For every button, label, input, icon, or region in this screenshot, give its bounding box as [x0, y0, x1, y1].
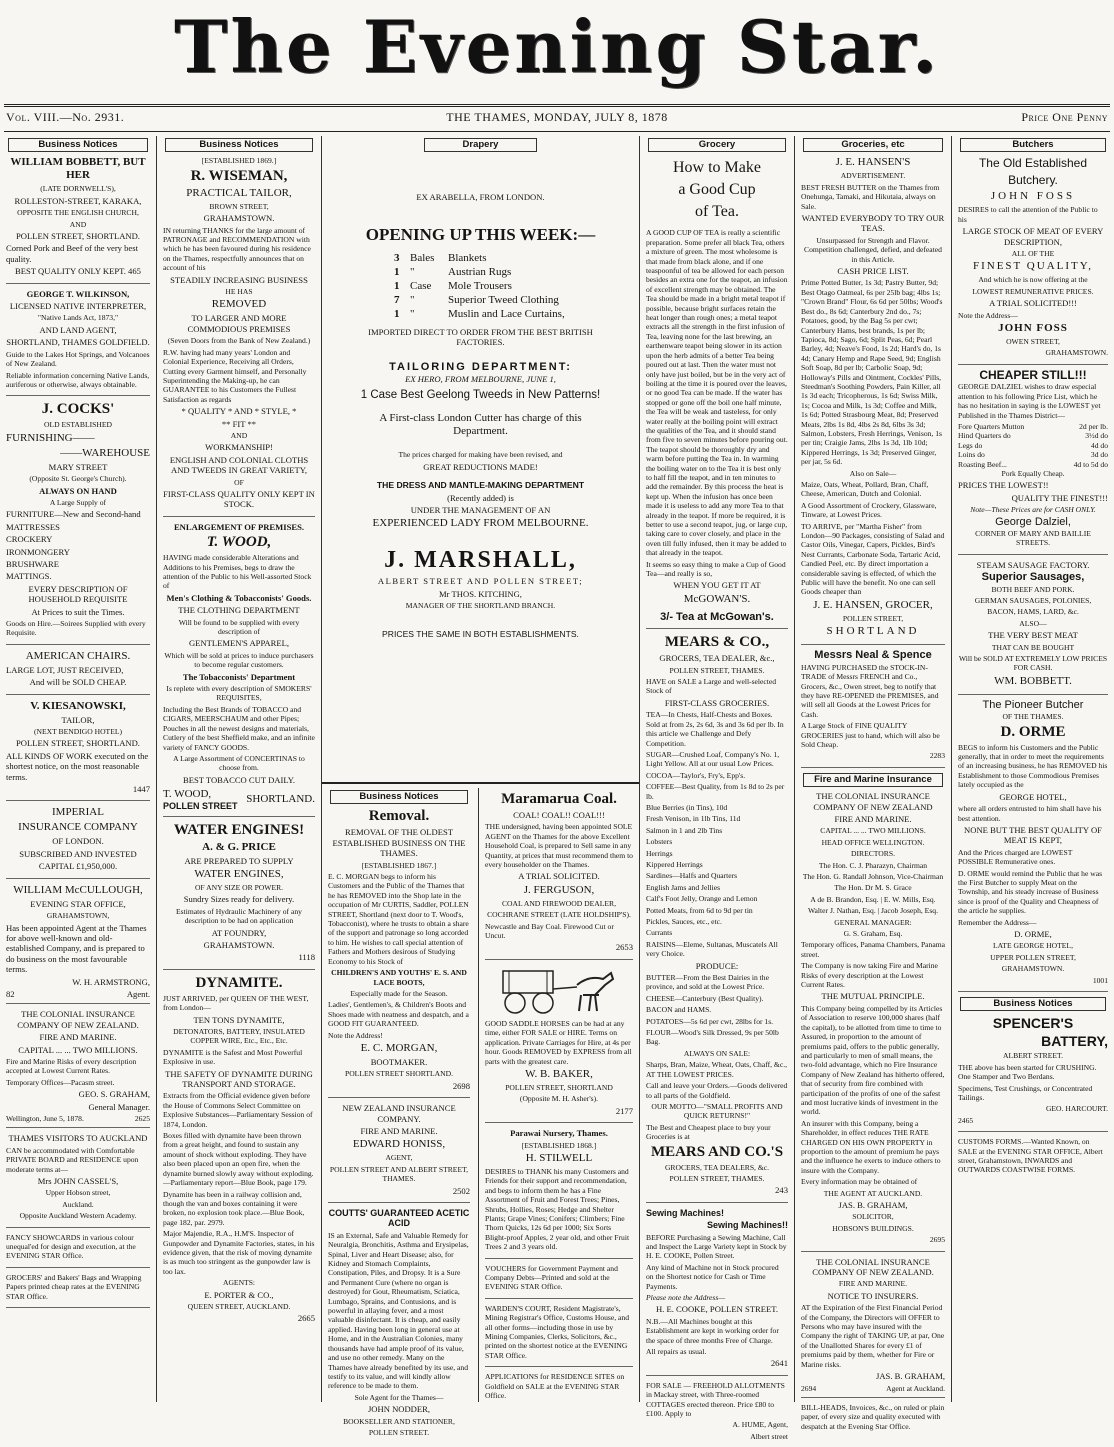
column-5: [797, 136, 949, 1431]
ad-morgan: Removal. REMOVAL OF THE OLDEST ESTABLISHED BUSINESS ON THE THAMES. [ESTABLISHED 1867.] E. C. MORGAN begs to inform his Customers and the Public of the Thames that he has REMOVED into the Shop late in the occupation of Mr CURTIS, Saddler, POLLEN STREET, Shortland (next door to T. Wood's, Tobacconist), where he trusts to obtain a share of the support and patronage so long accorded to him. He wishes to call special attention of Fathers and Mothers desirous of Studying Economy to his Stock of CHILDREN'S AND YOUTHS' E. S. AND LACE BOOTS, Especially made for the Season. Ladies', Gentlemen's, & Children's Boots and Shoes made with neatness and despatch, and a GOOD FIT GUARANTEED. Note the Address! E. C. MORGAN, BOOTMAKER. POLLEN STREET SHORTLAND. 2698: [328, 808, 470, 1098]
dress-dept: THE DRESS AND MANTLE-MAKING DEPARTMENT: [376, 480, 585, 491]
list-item: 1 " Muslin and Lace Curtains,: [394, 307, 565, 320]
section-header: Fire and Marine Insurance: [803, 773, 943, 787]
price-list: [958, 422, 1108, 478]
ad-orme: The Pioneer Butcher OF THE THAMES. D. ORME BEGS to inform his Customers and the Public generally, that in order to meet the requirements of an increasing business, he has REMOVED his Establishment to those Commodious Premises lately occupied as the GEORGE HOTEL, where all orders entrusted to him shall have his best attention. NONE BUT THE BEST QUALITY OF MEAT IS KEPT, And the Prices charged are LOWEST POSSIBLE Remunerative ones. D. ORME would remind the Public that he was the First Butcher to supply Meat on the Township, and his steady increase of Business since is proof of the Quality and Cheapness of the article he supplies. Remember the Address— D. ORME, LATE GEORGE HOTEL, UPPER POLLEN STREET, GRAHAMSTOWN. 1001: [958, 700, 1108, 992]
ad-maramarua-coal: Maramarua Coal. COAL! COAL!! COAL!!! THE undersigned, having been appointed SOLE AGENT on the Thames for the above Excellent Household Coal, is prepared to Sell same in any Quantity, at prices that must recommend them to every householder on the Thames. A TRIAL SOLICITED. J. FERGUSON, COAL AND FIREWOOD DEALER, COCHRANE STREET (LATE HOLDSHIP'S). Newcastle and Bay Coal. Firewood Cut or Uncut. 2653: [485, 791, 633, 960]
opening-heading: OPENING UP THIS WEEK:—: [365, 224, 596, 244]
manager: MANAGER OF THE SHORTLAND BRANCH.: [405, 601, 556, 611]
column-2: [159, 136, 319, 1402]
ad-spencer-battery: SPENCER'S BATTERY, ALBERT STREET. THE above has been started for CRUSHING. One Stamper and Two Berdans. Specimens, Test Crushings, or Concentrated Tailings. GEO. HARCOURT. 2465: [958, 1015, 1108, 1132]
section-header: Business Notices: [330, 790, 468, 804]
ad-mcgowan-tea: How to Make a Good Cup of Tea. A GOOD CUP OF TEA is really a scientific preparation. Some prefer all black Tea, others a mixture of green. The most wholesome is that made from black alone, and if one teaspoonful of tea be allowed for each person besides an extra one for the teapot, an infusion of excellent strength may be obtained. The Tea should be made in a bright metal teapot if possible, because bright surfaces retain the heat longer than rough ones; a metal teapot extracts all the strength in the first infusion of Tea, leaving none for the last brewing, an earthenware teapot being slower in its action upon the herb admits of a better Tea being poured out at last. Then the water must not only have just boiled, but be in the very act of boiling at the time it is poured over the leaves, or no good Tea can be made. If the water has stopped or gone off the boil one half minute, the Tea will be weak and tasteless, for only water really at the boiling point will extract the qualities of the Tea, and it should stand from five to seven minutes before pouring out. The teapot should be thoroughly dry and warm before putting the Tea in. In warming the boiling water on to the Tea it is best only to half fill the teapot, and in ten minutes to add the remainder. By this process the heat is kept up. When the infusion has once been made it is useless to add any more Tea to that already in the teapot. If more be required, it is better to use a second teapot, jug, or large cup, taking care to cover closely, and place in the oven till fully infused, then it may be added to that already in the teapot. It seems so easy thing to make a Cup of Good Tea—and really is so, WHEN YOU GET IT AT McGOWAN'S. 3/- Tea at McGowan's.: [646, 158, 788, 629]
ad-foss: The Old Established Butchery. JOHN FOSS DESIRES to call the attention of the Public to his LARGE STOCK OF MEAT OF EVERY DESCRIPTION, ALL OF THE FINEST QUALITY, And which he is now offering at the LOWEST REMUNERATIVE PRICES. A TRIAL SOLICITED!!! Note the Address— JOHN FOSS OWEN STREET, GRAHAMSTOWN.: [958, 156, 1108, 364]
list-item: Roasting Beef... 4d to 5d do: [958, 459, 1108, 469]
imported-note: IMPORTED DIRECT TO ORDER FROM THE BEST BRITISH FACTORIES.: [368, 326, 593, 348]
ad-vouchers: VOUCHERS for Government Payment and Company Debts—Printed and sold at the EVENING STAR Office.: [485, 1264, 633, 1299]
section-header: Grocery: [648, 138, 786, 152]
ad-billheads: BILL-HEADS, Invoices, &c., on ruled or plain paper, of every size and quality executed with despatch at the Evening Star Office.: [801, 1402, 945, 1431]
ad-wilkinson: GEORGE T. WILKINSON, LICENSED NATIVE INTERPRETER, "Native Lands Act, 1873," AND LAND AGENT, SHORTLAND, THAMES GOLDFIELD. Guide to the Lakes Hot Springs, and Volcanoes of New Zealand. Reliable information concerning Native Lands, auriferous or otherwise, always obtainable.: [6, 289, 150, 397]
masthead: [0, 0, 1114, 100]
management-line: UNDER THE MANAGEMENT OF AN: [410, 505, 551, 516]
section-header: Butchers: [960, 138, 1106, 152]
column-divider: [794, 136, 795, 1402]
column-3b: [481, 788, 637, 1402]
column-divider: [951, 136, 952, 1402]
ad-mccullough: WILLIAM McCULLOUGH, EVENING STAR OFFICE, GRAHAMSTOWN, Has been appointed Agent at the Thames for above well-known and old-established Company, and is prepared to do business on the most favourable terms. W. H. ARMSTRONG, 82 Agent.: [6, 884, 150, 1005]
ad-applications: APPLICATIONS for RESIDENCE SITES on Goldfield on SALE at the EVENING STAR Office.: [485, 1372, 625, 1401]
ad-coutts: COUTTS' GUARANTEED ACETIC ACID IS an External, Safe and Valuable Remedy for Neuralgia, Bronchitis, Asthma and Erysipelas, Spinal, Liver and Heart Disease; also, for Kidney and Stomach Complaints, Constipation, Piles, and Dropsy. It is a Sure and Permanent Cure (where no organ is destroyed) for Gout, Rheumatism, Sciatica, Lumbago, Sprains, and Contusions, and is powerful in allaying fever, and a most valuable disinfectant. It is cheap, and easily applied. Having been long in general use at Home, and in the Australian Colonies, many thousands have had ample proof of its value, and use no other remedy. Many on the Thames have already benefited by its use, and testify to its value, and will kindly allow reference to be made to them. Sole Agent for the Thames— JOHN NODDER, BOOKSELLER AND STATIONER, POLLEN STREET.: [328, 1208, 470, 1437]
cutter-line: A First-class London Cutter has charge of this Department.: [379, 412, 582, 438]
ad-hansen: J. E. HANSEN'S ADVERTISEMENT. BEST FRESH BUTTER on the Thames from Onehunga, Tamaki, and Hikutaia, always on Sale. WANTED EVERYBODY TO TRY OUR TEAS. Unsurpassed for Strength and Flavor. Competition challenged, defied, and defeated in this Article. CASH PRICE LIST. Prime Potted Butter, 1s 3d; Pastry Butter, 9d; Best Otago Oatmeal, 6s per 25lb bag; 4lbs 1s; "Crown Brand" Flour, 6s 6d per 50lbs; Wood's Best do., 8s 6d; Canterbury 2nd do., 7s; Potatoes, good, by the Bag 5s per cwt; Canterbury Hams, best brands, 1s per lb; Tapioca, 8d; Sago, 6d; Split Peas, 6d; Pearl Barley, 4d; Neave's Food, 1s 2d; Hard's do, 1s 4d; Canary Hemp and Rape Seed, 9d; English Soft Soap, 8d per lb; Carbolic Soap, 9d; Holloway's Pills and Ointment, Cockles' Pills, Steedman's Soothing Powders, Pain Killer, all 1s 3d each; Tricopherous, 1s 6d; Swiss Milk, 1s; Cocoa and Milk, 1s 3d; Coffee and Milk, 1s 6d; Potted Strasbourg Meat, 8d; Preserved Meats, 2lbs 1s 8d, 4lbs 2s 8d, 6lbs 3s 3d; Salmon, Lobsters, Fresh Herrings, Venison, 1s per tin; Craigie Jams, 2lbs 1s 3d, 1lb 10d; Kippered Herrings, 1s 3d; Preserved Ginger, per jar, 5s 6d. Also on Sale— Maize, Oats, Wheat, Pollard, Bran, Chaff, Cheese, American, Dutch and Colonial. A Good Assortment of Crockery, Glassware, Tinware, at Lowest Prices. TO ARRIVE, per "Martha Fisher" from London—90 Packages, consisting of Salad and Castor Oils, Vinegar, Capers, Pickles, Bird's Nest Currants, Carbonate Soda, Tartaric Acid, Candied Peel, etc. By direct importation a considerable saving is effected, of which the Public will have the benefit. No one can sell Goods cheaper than J. E. HANSEN, GROCER, POLLEN STREET, SHORTLAND: [801, 156, 945, 645]
ad-kiesanowski: V. KIESANOWSKI, TAILOR, (NEXT BENDIGO HOTEL) POLLEN STREET, SHORTLAND. ALL KINDS OF WORK executed on the shortest notice, on the most reasonable terms. 1447: [6, 700, 150, 802]
ad-baker: GOOD SADDLE HORSES can be had at any time, either FOR SALE or HIRE. Terms on application. Private Carriages for Hire, at 4s per hour. Goods REMOVED by EXPRESS from all parts with the greatest care. W. B. BAKER, POLLEN STREET, SHORTLAND (Opposite M. H. Asher's). 2177: [485, 965, 633, 1123]
list-item: Fore Quarters Mutton 2d per lb.: [958, 421, 1108, 431]
list-item: 3 Bales Blankets: [394, 251, 487, 264]
ad-parawai-nursery: Parawai Nursery, Thames. [ESTABLISHED 1868.] H. STILWELL DESIRES to THANK his many Customers and Friends for their support and recommendation, and begs to inform them he has a Fine Assortment of Fruit and Forest Trees; Pines, Shrubs, Hollies, Roses; Hedge and Shelter Plants; Grape Vines; Conifers; Climbers; Fine Thorn Quicks, 12s 6d per 1000; Six Sorts Blight-proof Apples, 2 year old, and other Fruit Trees 2 and 3 years old.: [485, 1128, 633, 1258]
ad-colonial-insurance: THE COLONIAL INSURANCE COMPANY OF NEW ZEALAND. FIRE AND MARINE. CAPITAL ... ... TWO MILLIONS. Fire and Marine Risks of every description accepted at Lowest Current Rates. Temporary Offices—Pacasm street. GEO. S. GRAHAM, General Manager. Wellington, June 5, 1878. 2625: [6, 1009, 150, 1128]
ad-dynamite: DYNAMITE. JUST ARRIVED, per QUEEN OF THE WEST, from London— TEN TONS DYNAMITE, DETONATORS, BATTERY, INSULATED COPPER WIRE, Etc., Etc., Etc. DYNAMITE is the Safest and Most Powerful Explosive in use. THE SAFETY OF DYNAMITE DURING TRANSPORT AND STORAGE. Extracts from the Official evidence given before the House of Commons Select Committee on Explosive Substances—Parliamentary Session of 1874, London. Boxes filled with dynamite have been thrown from a great height, and found to sustain any amount of shock without exploding. They have also been placed upon an open fire, when the dynamite burned slowly away without exploding.—Parliamentary report—Blue Book, page 179. Dynamite has been in a railway collision and, though the van and boxes containing it were broken, no explosion took place.—Blue Book, page 182, par. 2979. Major Majendie, R.A., H.M'S. Inspector of Gunpowder and Dynamite Factories, states, in his evidence given, that the risk of moving dynamite is as much too stringent as the gunpowder law is too lax. AGENTS: E. PORTER & CO., QUEEN STREET, AUCKLAND. 2665: [163, 974, 315, 1324]
column-divider: [156, 136, 157, 1402]
horse-carriage-illustration: [499, 965, 619, 1015]
ad-nz-insurance: NEW ZEALAND INSURANCE COMPANY. FIRE AND MARINE. EDWARD HONISS, AGENT, POLLEN STREET AND ALBERT STREET, THAMES. 2502: [328, 1103, 470, 1203]
ad-sausage-factory: STEAM SAUSAGE FACTORY. Superior Sausages, BOTH BEEF AND PORK. GERMAN SAUSAGES, POLONIES, BACON, HAMS, LARD, &c. ALSO— THE VERY BEST MEAT THAT CAN BE BOUGHT Will be SOLD AT EXTREMELY LOW PRICES FOR CASH. WM. BOBBETT.: [958, 560, 1108, 695]
kitching: Mr THOS. KITCHING,: [439, 588, 522, 599]
section-header: Groceries, etc: [803, 138, 943, 152]
list-item: 1 Case Mole Trousers: [394, 279, 512, 292]
dateline-rule: [4, 131, 1110, 132]
list-item: 1 " Austrian Rugs: [394, 265, 512, 278]
ad-visitors: THAMES VISITORS TO AUCKLAND CAN be accommodated with Comfortable PRIVATE BOARD and RESIDENCE upon moderate terms at— Mrs JOHN CASSEL'S, Upper Hobson street, Auckland. Opposite Auckland Western Academy.: [6, 1133, 150, 1227]
section-rule: [322, 782, 639, 784]
ad-wood: ENLARGEMENT OF PREMISES. T. WOOD, HAVING made considerable Alterations and Additions to his Premises, begs to draw the attention of the Public to his Well-assorted Stock of Men's Clothing & Tobacconists' Goods. THE CLOTHING DEPARTMENT Will be found to be supplied with every description of GENTLEMEN'S APPAREL, Which will be sold at prices to induce purchasers to become regular customers. The Tobacconists' Department Is replete with every description of SMOKERS' REQUISITES, Including the Best Brands of TOBACCO and CIGARS, MEERSCHAUM and other Pipes; Pouches in all the newest designs and materials, Cutlery of the best Sheffield make, and an infinite variety of FANCY GOODS. A Large Assortment of CONCERTINAS to choose from. BEST TOBACCO CUT DAILY. T. WOOD, POLLEN STREET SHORTLAND.: [163, 522, 315, 817]
list-item: Pork Equally Cheap.: [1001, 468, 1065, 478]
ad-customs-forms: CUSTOMS FORMS.—Wanted Known, on SALE at the EVENING STAR OFFICE, Albert street, Grahamstown, INWARDS and OUTWARDS COASTWISE FORMS.: [958, 1137, 1103, 1175]
column-divider: [639, 136, 640, 1402]
ad-cocks: J. COCKS' OLD ESTABLISHED FURNISHING—— ——WAREHOUSE MARY STREET (Opposite St. George's Church). ALWAYS ON HAND A Large Supply of FURNITURE—New and Second-hand MATTRESSES CROCKERY IRONMONGERY BRUSHWARE MATTINGS. EVERY DESCRIPTION OF HOUSEHOLD REQUISITE At Prices to suit the Times. Goods on Hire.—Soirees Supplied with every Requisite.: [6, 401, 150, 645]
list-item: 7 " Superior Tweed Clothing: [394, 293, 559, 306]
column-divider: [478, 788, 479, 1402]
ad-mears: MEARS & CO., GROCERS, TEA DEALER, &c., POLLEN STREET, THAMES. HAVE on SALE a Large and well-selected Stock of FIRST-CLASS GROCERIES. TEA—In Chests, Half-Chests and Boxes. Sold at from 2s, 2s 6d, 3s and 3s 6d per lb. In this article we Challenge and Defy Competition. SUGAR—Crushed Loaf, Company's No. 1, Light Yellow. All at our usual Low Prices. COCOA—Taylor's, Fry's, Epp's. COFFEE—Best Quality, from 1s 8d to 2s per lb. Blue Berries (in Tins), 10d Fresh Venison, in 1lb Tins, 11d Salmon in 1 and 2lb Tins Lobsters Herrings Kippered Herrings Sardines—Halfs and Quarters English Jams and Jellies Calf's Foot Jelly, Orange and Lemon Potted Meats, from 6d to 9d per tin Pickles, Sauces, etc., etc. Currants RAISINS—Eleme, Sultanas, Muscatels All very Choice. PRODUCE: BUTTER—From the Best Dairies in the province, and sold at the Lowest Price. CHEESE—Canterbury (Best Quality). BACON and HAMS. POTATOES—5s 6d per cwt, 28lbs for 1s. FLOUR—Wood's Silk Dressed, 9s per 50lb Bag. ALWAYS ON SALE: Sharps, Bran, Maize, Wheat, Oats, Chaff, &c., AT THE LOWEST PRICES. Call and leave your Orders.—Goods delivered to all parts of the Goldfield. OUR MOTTO—"SMALL PROFITS AND QUICK RETURNS!" The Best and Cheapest place to buy your Groceries is at MEARS AND CO.'S GROCERS, TEA DEALERS, &c. POLLEN STREET, THAMES. 243: [646, 634, 788, 1203]
marshall-streets: ALBERT STREET AND POLLEN STREET;: [377, 576, 584, 587]
ad-neal-spence: Messrs Neal & Spence HAVING PURCHASED the STOCK-IN-TRADE of Messrs FRENCH and Co., Grocers, &c., Owen street, beg to notify that they have RE-OPENED the PREMISES, and will sell all Goods at the Lowest Prices for Cash. A Large Stock of FINE QUALITY GROCERIES just to hand, which will also be Sold Cheap. 2283: [801, 650, 945, 767]
ad-price-engines: WATER ENGINES! A. & G. PRICE ARE PREPARED TO SUPPLY WATER ENGINES, OF ANY SIZE OR POWER. Sundry Sizes ready for delivery. Estimates of Hydraulic Machinery of any description to be had on application AT FOUNDRY, GRAHAMSTOWN. 1118: [163, 822, 315, 970]
price: Price One Penny: [1021, 110, 1108, 124]
ad-showcards: FANCY SHOWCARDS in various colour unequal'ed for design and execution, at the EVENING STAR Office.: [6, 1233, 150, 1268]
place-date: THE THAMES, MONDAY, JULY 8, 1878: [446, 110, 668, 124]
list-item: Hind Quarters do 3½d do: [958, 431, 1108, 441]
tailoring-heading: TAILORING DEPARTMENT:: [389, 360, 572, 373]
recently-line: (Recently added) is: [447, 492, 514, 503]
ad-chairs: AMERICAN CHAIRS. LARGE LOT, JUST RECEIVED, And will be SOLD CHEAP.: [6, 650, 150, 695]
ad-dalziel: CHEAPER STILL!!! GEORGE DALZIEL wishes to draw especial attention to his following Price List, which he has no hesitation in saying is the LOWEST yet Published in the Thames District— Fore Quarters Mutton 2d per lb. Hind Quarters do 3½d do Legs do 4d do Loins do 3d do Roasting Beef... 4d to 5d do Pork Equally Cheap. PRICES THE LOWEST!! QUALITY THE FINEST!!! Note—These Prices are for CASH ONLY. George Dalziel, CORNER OF MARY AND BAILLIE STREETS.: [958, 370, 1108, 555]
column-4-grocery: [642, 136, 792, 1441]
ad-bobbett: WILLIAM BOBBETT, BUT HER (LATE DORNWELL'S), ROLLESTON-STREET, KARAKA, OPPOSITE THE ENGLISH CHURCH, AND POLLEN STREET, SHORTLAND. Corned Pork and Beef of the very best quality. BEST QUALITY ONLY KEPT. 465: [6, 156, 150, 283]
dateline: [6, 110, 1108, 128]
arabella: EX ARABELLA, FROM LONDON.: [416, 192, 545, 203]
masthead-rule: [4, 104, 1110, 107]
ad-notice-insurers: THE COLONIAL INSURANCE COMPANY OF NEW ZEALAND. FIRE AND MARINE. NOTICE TO INSURERS. AT the Expiration of the First Financial Period of the Company, the Directors will OFFER to Persons who may have insured with the Company the right of TAKING UP, at par, One of the Unallotted Shares for every £1 of premiums paid by them, whether for Fire or Marine risks. JAS. B. GRAHAM, 2694 Agent at Auckland.: [801, 1257, 945, 1398]
section-header: Drapery: [424, 138, 537, 152]
ad-wiseman: [ESTABLISHED 1869.] R. WISEMAN, PRACTICAL TAILOR, BROWN STREET, GRAHAMSTOWN. IN returning THANKS for the large amount of PATRONAGE and RECOMMENDATION with which he has been favoured during his residence on the Thames, respectfully announces that on account of his STEADILY INCREASING BUSINESS HE HAS REMOVED TO LARGER AND MORE COMMODIOUS PREMISES (Seven Doors from the Bank of New Zealand.) R.W. having had many years' London and Colonial Experience, Receiving all Orders, Cutting every Garment himself, and Personally Superintending the Making-up, he can GUARANTEE to his Customers the Fullest Satisfaction as regards * QUALITY * AND * STYLE, * ** FIT ** AND WORKMANSHIP! ENGLISH AND COLONIAL CLOTHS AND TWEEDS IN GREAT VARIETY, OF FIRST-CLASS QUALITY ONLY KEPT IN STOCK.: [163, 156, 315, 516]
list-item: Legs do 4d do: [958, 440, 1108, 450]
list-item: Loins do 3d do: [958, 450, 1108, 460]
same-prices: PRICES THE SAME IN BOTH ESTABLISHMENTS.: [382, 628, 579, 639]
arrival-list: [394, 251, 637, 321]
ad-imperial: IMPERIAL INSURANCE COMPANY OF LONDON. SUBSCRIBED AND INVESTED CAPITAL £1,950,000.: [6, 806, 150, 878]
column-1: [2, 136, 154, 1402]
section-header: Business Notices: [960, 997, 1106, 1011]
column-3a: [324, 788, 474, 1437]
prices-line: The prices charged for making have been revised, and: [398, 450, 563, 460]
ad-freehold: FOR SALE — FREEHOLD ALLOTMENTS in Mackay street, with Three-roomed COTTAGES erected thereon. Price £80 to £100. Apply to A. HUME, Agent, Albert street: [646, 1380, 788, 1441]
ad-bags: GROCERS' and Bakers' Bags and Wrapping Papers printed cheap rates at the EVENING STAR Office.: [6, 1273, 150, 1308]
marshall-name: J. MARSHALL,: [384, 547, 577, 574]
newspaper-title: The Evening Star.: [173, 4, 941, 89]
ad-colonial-directors: THE COLONIAL INSURANCE COMPANY OF NEW ZEALAND FIRE AND MARINE. CAPITAL ... ... TWO MILLIONS. HEAD OFFICE WELLINGTON. DIRECTORS. The Hon. C. J. Pharazyn, Chairman The Hon. G. Randall Johnson, Vice-Chairman The Hon. Dr M. S. Grace A de B. Brandon, Esq. | E. W. Mills, Esq. Walter J. Nathan, Esq. | Jacob Joseph, Esq. GENERAL MANAGER: G. S. Graham, Esq. Temporary offices, Panama Chambers, Panama street. The Company is now taking Fire and Marine Risks of every description at the Lowest Current Rates. THE MUTUAL PRINCIPLE. This Company being compelled by its Articles of Association to reserve 100,000 shares (half the capital), to be allotted from time to time to Assured, in proportion to the amount of premiums paid, offers to the public generally, and particularly to men of small means, the two-fold advantage, which no Fire Insurance Company of New Zealand has hitherto offered, that of security from fire combined with participation of the profits of one of the safest and most lucrative kinds of investment in the world. An insurer with this Company, being a Shareholder, in effect reduces THE RATE CHARGED ON HIS OWN PROPERTY in proportion to the amount of premium he pays and the influence he exerts to induce others to insure with the Company. Every information may be obtained of THE AGENT AT AUCKLAND. JAS. B. GRAHAM, SOLICITOR, HOBSON'S BUILDINGS. 2695: [801, 791, 945, 1251]
column-divider: [321, 136, 322, 1402]
section-header: Business Notices: [8, 138, 148, 152]
column-3-drapery: [324, 136, 637, 776]
volume-number: Vol. VIII.—No. 2931.: [6, 110, 125, 124]
column-6-butchers: [954, 136, 1112, 1402]
geelong-line: 1 Case Best Geelong Tweeds in New Patterns!: [360, 389, 601, 402]
hero-line: EX HERO, FROM MELBOURNE, JUNE 1,: [405, 374, 556, 385]
reductions-line: GREAT REDUCTIONS MADE!: [423, 461, 538, 472]
section-header: Business Notices: [165, 138, 313, 152]
ad-warden: WARDEN'S COURT, Resident Magistrate's, Mining Registrar's Office, Customs House, and all other forms—including those in use by Mining Companies, Clerks, Solicitors, &c., printed on the shortest notice at the EVENING STAR Office.: [485, 1304, 633, 1367]
ad-sewing-machines: Sewing Machines! Sewing Machines!! BEFORE Purchasing a Sewing Machine, Call and Inspect the Large Variety kept in Stock by H. E. COOKE, Pollen Street. Any kind of Machine not in Stock procured on the Shortest notice for Cash or Time Payments. Please note the Address— H. E. COOKE, POLLEN STREET. N.B.—All Machines bought at this Establishment are kept in working order for the space of three months Free of Charge. All repairs as usual. 2641: [646, 1208, 788, 1376]
lady-line: EXPERIENCED LADY FROM MELBOURNE.: [372, 517, 589, 530]
